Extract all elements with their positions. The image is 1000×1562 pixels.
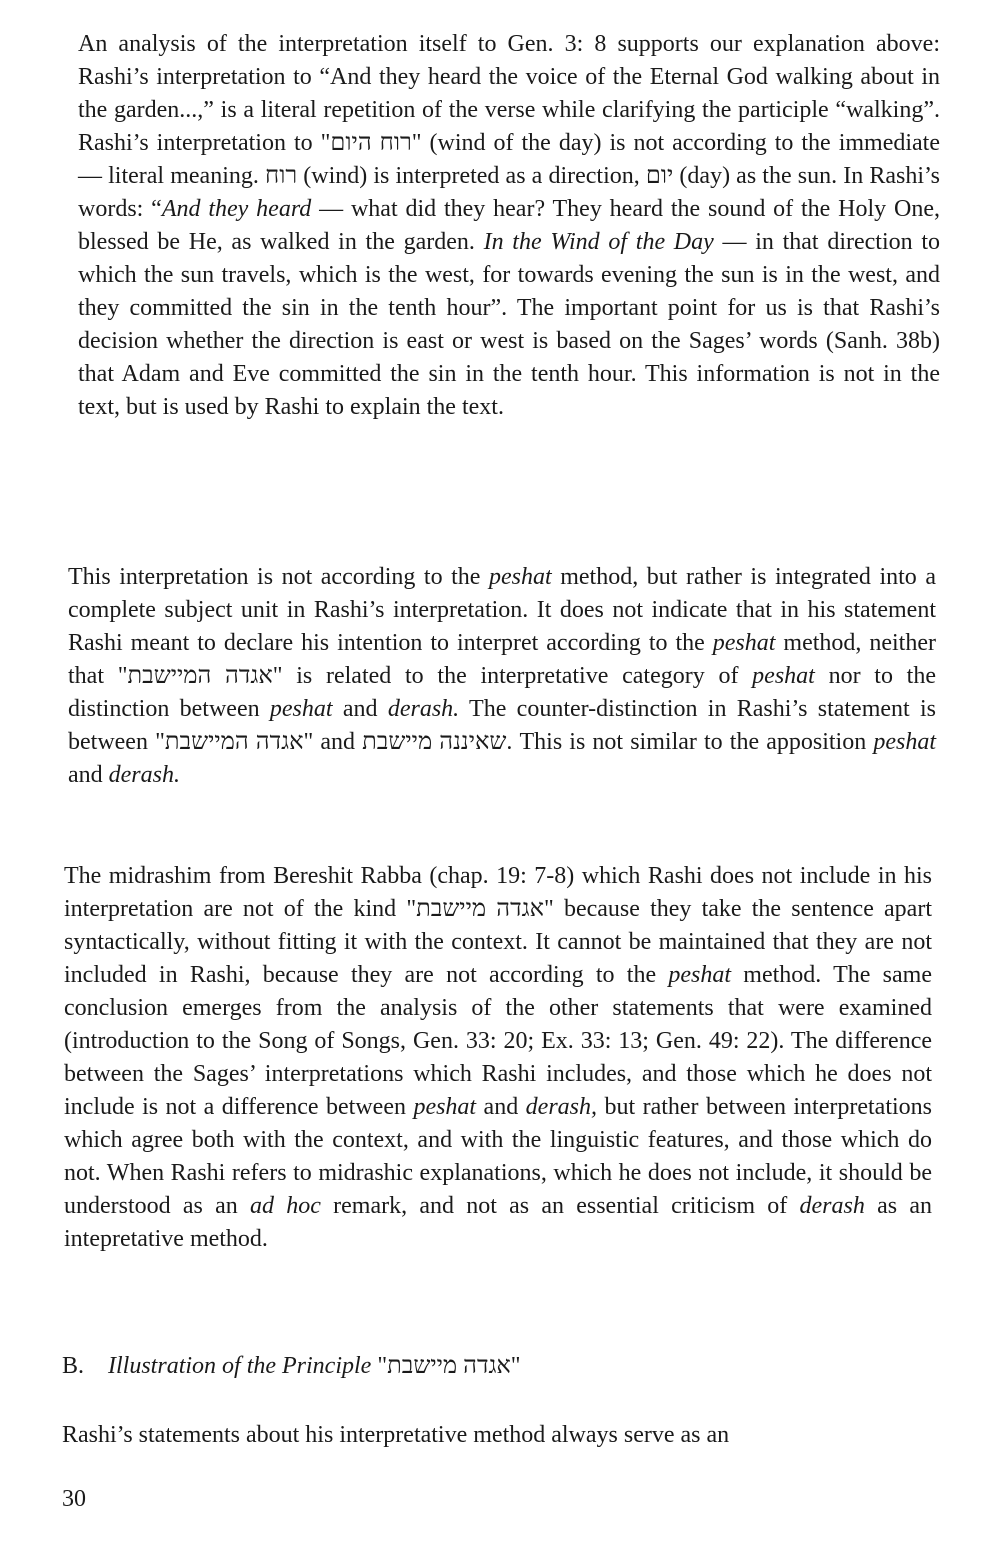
text-run: and	[332, 696, 388, 722]
text-run: This interpretation is not according to the	[68, 564, 489, 590]
italic-text: In the Wind of the Day	[483, 229, 714, 255]
text-run: nor to the distinction between	[68, 663, 937, 722]
paragraph-3	[64, 860, 932, 1256]
italic-text: peshat	[873, 729, 937, 755]
italic-text: peshat	[413, 1094, 477, 1120]
italic-text: peshat	[712, 630, 776, 656]
text-run: The counter-distinction in Rashi’s statement is between	[68, 696, 937, 755]
text-run: method. The same conclusion emerges from the analysis of the other statements that were examined (introduction to the Song of Songs, Gen. 33: 20; Ex. 33: 13; Gen. 49: 22). The difference between the Sages’ interpretations which Rashi includes, and those which he does not include is not a difference between	[64, 962, 932, 1120]
italic-text: derash,	[525, 1094, 598, 1120]
text-run: — what did they hear? They heard the sound of the Holy One, blessed be He, as walked in the garden.	[78, 196, 941, 255]
text-run: An analysis of the interpretation itself to Gen. 3: 8 supports our explanation above: Rashi’s interpretation to “And they heard the voice of the Eternal God walking about in the garden...,” is a literal repetition of the verse while clarifying the participle “walking”. Rashi’s interpretation to	[78, 31, 940, 156]
text-run: (wind) is interpreted as a direction,	[297, 163, 646, 189]
italic-text: peshat	[269, 696, 333, 722]
text-run: because they take the sentence apart syntactically, without fitting it with the context. It cannot be maintained that they are not included in Rashi, because they are not according to the	[64, 896, 932, 988]
text-run: as an intepretative method.	[64, 1193, 932, 1252]
hebrew-term: רוח	[264, 163, 298, 189]
section-heading-title: Illustration of the Principle	[108, 1353, 372, 1379]
paragraph-2	[68, 561, 936, 792]
text-run: method, but rather is integrated into a complete subject unit in Rashi’s interpretation. It does not indicate that in his statement Rashi meant to declare his intention to interpret according to the	[68, 564, 937, 656]
text-run: and	[68, 762, 109, 788]
text-run: is related to the interpretative category of	[282, 663, 753, 689]
hebrew-term: "רוח היום"	[320, 130, 422, 156]
hebrew-term: "אגדה המיישבת"	[117, 663, 283, 689]
text-run: and	[313, 729, 363, 755]
italic-text: peshat	[752, 663, 815, 689]
hebrew-term: "אגדה מיישבת"	[406, 896, 554, 922]
page-number: 30	[62, 1486, 86, 1512]
text-run: but rather between interpretations which agree both with the context, and with the linguistic features, and those which do not. When Rashi refers to midrashic explanations, which he does not include, it should be understood as an	[64, 1094, 933, 1219]
italic-text: peshat	[489, 564, 552, 590]
text-run: remark, and not as an essential criticism of	[320, 1193, 800, 1219]
text-run: . This is not similar to the apposition	[506, 729, 874, 755]
text-run: The midrashim from Bereshit Rabba (chap. 19: 7-8) which Rashi does not include in his interpretation are not of the kind	[64, 863, 932, 922]
section-heading-label: B.	[62, 1353, 85, 1379]
section-heading	[62, 1350, 521, 1383]
text-run: Rashi’s statements about his interpretative method always serve as an	[62, 1422, 730, 1448]
italic-text: derash.	[108, 762, 180, 788]
italic-text: ad hoc	[250, 1193, 321, 1219]
paragraph-4	[62, 1419, 932, 1452]
text-run: (day) as the sun. In Rashi’s words: “	[78, 163, 940, 222]
text-run: method, neither that	[68, 630, 936, 689]
paragraph-1	[78, 28, 940, 424]
italic-text: derash.	[387, 696, 460, 722]
hebrew-term: "אגדה המיישבת"	[155, 729, 314, 755]
italic-text: peshat	[668, 962, 732, 988]
hebrew-term: שאיננה מיישבת	[362, 729, 507, 755]
section-heading-hebrew: "אגדה מיישבת"	[377, 1353, 521, 1379]
italic-text: And they heard	[161, 196, 312, 222]
text-run: — in that direction to which the sun travels, which is the west, for towards evening the sun is in the west, and they committed the sin in the tenth hour”. The important point for us is that Rashi’s decision whether the direction is east or west is based on the Sages’ words (Sanh. 38b) that Adam and Eve committed the sin in the tenth hour. This information is not in the text, but is used by Rashi to explain the text.	[78, 229, 940, 420]
text-run: and	[476, 1094, 526, 1120]
italic-text: derash	[799, 1193, 865, 1219]
text-run: (wind of the day) is not according to the immediate — literal meaning.	[78, 130, 940, 189]
hebrew-term: יום	[645, 163, 674, 189]
